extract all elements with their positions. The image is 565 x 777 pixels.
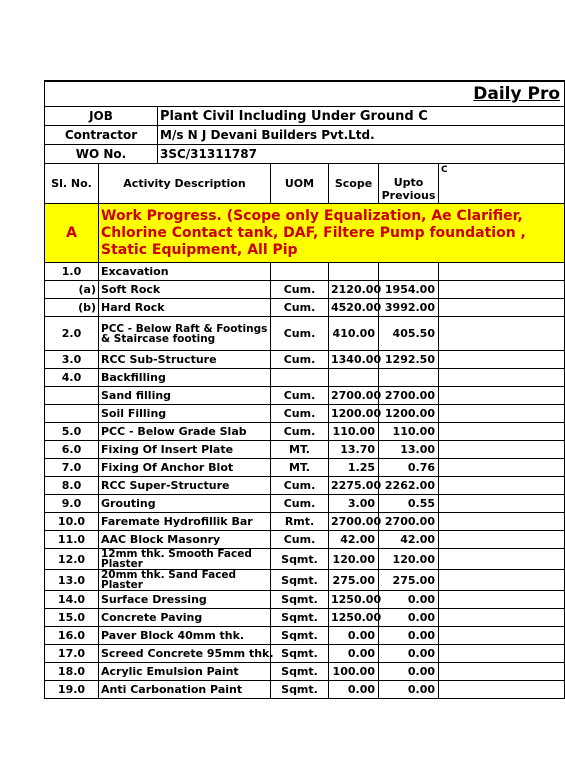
- table-row: [45, 387, 565, 405]
- cell-blank: [439, 423, 565, 441]
- cell-scope: 2275.00: [329, 477, 379, 495]
- table-row: [45, 405, 565, 423]
- cell-blank: [439, 681, 565, 699]
- row-number: 10.0: [57, 515, 86, 528]
- cell-blank: [439, 263, 565, 281]
- cell-desc: Fixing Of Insert Plate: [99, 441, 271, 459]
- cell-desc: Anti Carbonation Paint: [99, 681, 271, 699]
- cell-desc: Paver Block 40mm thk.: [99, 627, 271, 645]
- row-number: 8.0: [61, 479, 82, 492]
- cell-prev: 405.50: [379, 317, 439, 351]
- cell-sl: [45, 549, 99, 570]
- cell-blank: [439, 609, 565, 627]
- row-number: 5.0: [61, 425, 82, 438]
- row-number: 11.0: [57, 533, 86, 546]
- contractor-value: M/s N J Devani Builders Pvt.Ltd.: [158, 126, 565, 145]
- cell-blank: [439, 495, 565, 513]
- table-row: [45, 663, 565, 681]
- contractor-row: [45, 126, 565, 145]
- cell-prev: 110.00: [379, 423, 439, 441]
- cell-sl: [45, 263, 99, 281]
- cell-sl: [45, 591, 99, 609]
- header-activity: Activity Description: [99, 164, 271, 204]
- table-row: [45, 495, 565, 513]
- cell-blank: [439, 281, 565, 299]
- cell-prev: 0.00: [379, 591, 439, 609]
- cell-uom: [271, 263, 329, 281]
- row-number: 3.0: [61, 353, 82, 366]
- table-row: [45, 369, 565, 387]
- cell-scope: 4520.00: [329, 299, 379, 317]
- cell-desc: Grouting: [99, 495, 271, 513]
- cell-sl: [45, 609, 99, 627]
- section-row: [45, 204, 565, 263]
- cell-uom: [271, 369, 329, 387]
- cell-scope: 2700.00: [329, 513, 379, 531]
- cell-prev: 0.00: [379, 627, 439, 645]
- table-row: [45, 423, 565, 441]
- cell-desc: Surface Dressing: [99, 591, 271, 609]
- cell-sl: [45, 495, 99, 513]
- contractor-label: Contractor: [45, 126, 158, 145]
- cell-desc: RCC Super-Structure: [99, 477, 271, 495]
- table-row: [45, 263, 565, 281]
- cell-blank: [439, 351, 565, 369]
- row-number: 13.0: [57, 573, 86, 587]
- cell-sl: [45, 317, 99, 351]
- cell-blank: [439, 369, 565, 387]
- cell-prev: 3992.00: [379, 299, 439, 317]
- cell-sl: [45, 459, 99, 477]
- table-row: [45, 627, 565, 645]
- cell-prev: [379, 263, 439, 281]
- row-sub-letter: (a): [78, 283, 96, 296]
- cell-uom: Cum.: [271, 281, 329, 299]
- cell-scope: 1.25: [329, 459, 379, 477]
- table-row: [45, 513, 565, 531]
- cell-scope: [329, 263, 379, 281]
- cell-sl: [45, 645, 99, 663]
- cell-desc: PCC - Below Grade Slab: [99, 423, 271, 441]
- cell-sl: [45, 477, 99, 495]
- cell-scope: 3.00: [329, 495, 379, 513]
- table-row: [45, 317, 565, 351]
- header-cut: C: [439, 164, 565, 204]
- cell-uom: Sqmt.: [271, 627, 329, 645]
- cell-uom: Cum.: [271, 495, 329, 513]
- cell-desc: 12mm thk. Smooth Faced Plaster: [99, 549, 271, 570]
- cell-uom: Cum.: [271, 299, 329, 317]
- cell-prev: 0.00: [379, 609, 439, 627]
- cell-prev: 0.76: [379, 459, 439, 477]
- cell-uom: Sqmt.: [271, 570, 329, 591]
- row-number: 12.0: [57, 552, 86, 566]
- table-row: [45, 549, 565, 570]
- cell-blank: [439, 441, 565, 459]
- cell-uom: Cum.: [271, 387, 329, 405]
- section-code: A: [45, 204, 99, 263]
- cell-uom: MT.: [271, 441, 329, 459]
- cell-uom: Sqmt.: [271, 645, 329, 663]
- cell-prev: 1954.00: [379, 281, 439, 299]
- cell-uom: Sqmt.: [271, 609, 329, 627]
- cell-desc: Soil Filling: [99, 405, 271, 423]
- cell-prev: 2700.00: [379, 513, 439, 531]
- cell-sl: [45, 681, 99, 699]
- cell-prev: 1292.50: [379, 351, 439, 369]
- table-row: [45, 459, 565, 477]
- cell-scope: 110.00: [329, 423, 379, 441]
- cell-sl: [45, 570, 99, 591]
- table-row: [45, 281, 565, 299]
- cell-blank: [439, 317, 565, 351]
- cell-blank: [439, 663, 565, 681]
- cell-uom: Cum.: [271, 477, 329, 495]
- cell-prev: 0.00: [379, 663, 439, 681]
- cell-scope: 42.00: [329, 531, 379, 549]
- cell-uom: Cum.: [271, 405, 329, 423]
- cell-desc: PCC - Below Raft & Footings & Staircase footing: [99, 317, 271, 351]
- row-number: 14.0: [57, 593, 86, 606]
- row-number: 7.0: [61, 461, 82, 474]
- section-text: Work Progress. (Scope only Equalization, Ae Clarifier, Chlorine Contact tank, DAF, Filtere Pump foundation , Static Equipment, All Pip: [99, 204, 565, 263]
- table-row: [45, 645, 565, 663]
- cell-blank: [439, 299, 565, 317]
- wo-row: [45, 145, 565, 164]
- cell-blank: [439, 387, 565, 405]
- cell-scope: 1340.00: [329, 351, 379, 369]
- cell-uom: Cum.: [271, 351, 329, 369]
- table-row: [45, 477, 565, 495]
- row-number: 2.0: [61, 327, 82, 340]
- cell-prev: 42.00: [379, 531, 439, 549]
- cell-uom: Cum.: [271, 423, 329, 441]
- cell-prev: 0.00: [379, 645, 439, 663]
- wo-value: 3SC/31311787: [158, 145, 565, 164]
- header-upto-previous: [379, 164, 439, 204]
- cell-blank: [439, 513, 565, 531]
- header-row: [45, 164, 565, 204]
- table-row: [45, 441, 565, 459]
- cell-scope: 0.00: [329, 681, 379, 699]
- row-number: 4.0: [61, 371, 82, 384]
- cell-blank: [439, 627, 565, 645]
- job-value: Plant Civil Including Under Ground C: [158, 107, 565, 126]
- table-row: [45, 351, 565, 369]
- header-upto-line2: Previous: [381, 189, 436, 202]
- table-row: [45, 570, 565, 591]
- header-scope: Scope: [329, 164, 379, 204]
- title-row: [45, 81, 565, 107]
- cell-desc: Sand filling: [99, 387, 271, 405]
- row-number: 19.0: [57, 683, 86, 696]
- cell-uom: MT.: [271, 459, 329, 477]
- cell-prev: 120.00: [379, 549, 439, 570]
- cell-blank: [439, 477, 565, 495]
- cell-scope: 0.00: [329, 627, 379, 645]
- cell-sl: [45, 513, 99, 531]
- table-row: [45, 591, 565, 609]
- cell-scope: 1250.00: [329, 591, 379, 609]
- cell-sl: [45, 351, 99, 369]
- cell-desc: 20mm thk. Sand Faced Plaster: [99, 570, 271, 591]
- cell-prev: 2700.00: [379, 387, 439, 405]
- cell-desc: Hard Rock: [99, 299, 271, 317]
- cell-desc: Backfilling: [99, 369, 271, 387]
- cell-sl: [45, 531, 99, 549]
- header-sl: Sl. No.: [45, 164, 99, 204]
- report-title: Daily Pro: [473, 84, 561, 104]
- header-upto-line1: Upto: [393, 176, 424, 189]
- cell-uom: Rmt.: [271, 513, 329, 531]
- cell-desc: AAC Block Masonry: [99, 531, 271, 549]
- cell-sl: [45, 663, 99, 681]
- cell-prev: 1200.00: [379, 405, 439, 423]
- cell-sl: [45, 369, 99, 387]
- table-row: [45, 609, 565, 627]
- cell-sl: [45, 423, 99, 441]
- cell-blank: [439, 459, 565, 477]
- cell-sl: [45, 627, 99, 645]
- cell-blank: [439, 570, 565, 591]
- cell-scope: 2120.00: [329, 281, 379, 299]
- cell-prev: 0.00: [379, 681, 439, 699]
- cell-blank: [439, 405, 565, 423]
- cell-desc: Screed Concrete 95mm thk.: [99, 645, 271, 663]
- row-number: 1.0: [61, 265, 82, 278]
- cell-scope: 275.00: [329, 570, 379, 591]
- cell-uom: Sqmt.: [271, 549, 329, 570]
- row-number: 15.0: [57, 611, 86, 624]
- cell-sl: [45, 387, 99, 405]
- table-row: [45, 531, 565, 549]
- cell-blank: [439, 531, 565, 549]
- cell-uom: Cum.: [271, 531, 329, 549]
- cell-blank: [439, 645, 565, 663]
- cell-scope: 1250.00: [329, 609, 379, 627]
- cell-sl: [45, 441, 99, 459]
- progress-table: [44, 80, 565, 699]
- cell-scope: 120.00: [329, 549, 379, 570]
- cell-desc: Acrylic Emulsion Paint: [99, 663, 271, 681]
- cell-sl: [45, 405, 99, 423]
- cell-desc: Faremate Hydrofillik Bar: [99, 513, 271, 531]
- cell-desc: Fixing Of Anchor Blot: [99, 459, 271, 477]
- cell-uom: Cum.: [271, 317, 329, 351]
- progress-sheet: [44, 80, 561, 699]
- table-row: [45, 681, 565, 699]
- cell-desc: Soft Rock: [99, 281, 271, 299]
- cell-prev: 13.00: [379, 441, 439, 459]
- row-number: 16.0: [57, 629, 86, 642]
- row-number: 18.0: [57, 665, 86, 678]
- cell-sl: [45, 281, 99, 299]
- cell-desc: Excavation: [99, 263, 271, 281]
- cell-scope: 13.70: [329, 441, 379, 459]
- cell-scope: 0.00: [329, 645, 379, 663]
- cell-prev: 275.00: [379, 570, 439, 591]
- cell-prev: [379, 369, 439, 387]
- cell-uom: Sqmt.: [271, 681, 329, 699]
- cell-scope: 2700.00: [329, 387, 379, 405]
- table-row: [45, 299, 565, 317]
- cell-blank: [439, 591, 565, 609]
- cell-desc: RCC Sub-Structure: [99, 351, 271, 369]
- wo-label: WO No.: [45, 145, 158, 164]
- header-uom: UOM: [271, 164, 329, 204]
- cell-scope: 410.00: [329, 317, 379, 351]
- row-number: 6.0: [61, 443, 82, 456]
- cell-scope: 1200.00: [329, 405, 379, 423]
- cell-uom: Sqmt.: [271, 663, 329, 681]
- row-sub-letter: (b): [78, 301, 96, 314]
- cell-desc: Concrete Paving: [99, 609, 271, 627]
- row-number: 9.0: [61, 497, 82, 510]
- cell-uom: Sqmt.: [271, 591, 329, 609]
- cell-prev: 2262.00: [379, 477, 439, 495]
- cell-prev: 0.55: [379, 495, 439, 513]
- cell-blank: [439, 549, 565, 570]
- cell-sl: [45, 299, 99, 317]
- job-row: [45, 107, 565, 126]
- job-label: JOB: [45, 107, 158, 126]
- row-number: 17.0: [57, 647, 86, 660]
- cell-scope: 100.00: [329, 663, 379, 681]
- cell-scope: [329, 369, 379, 387]
